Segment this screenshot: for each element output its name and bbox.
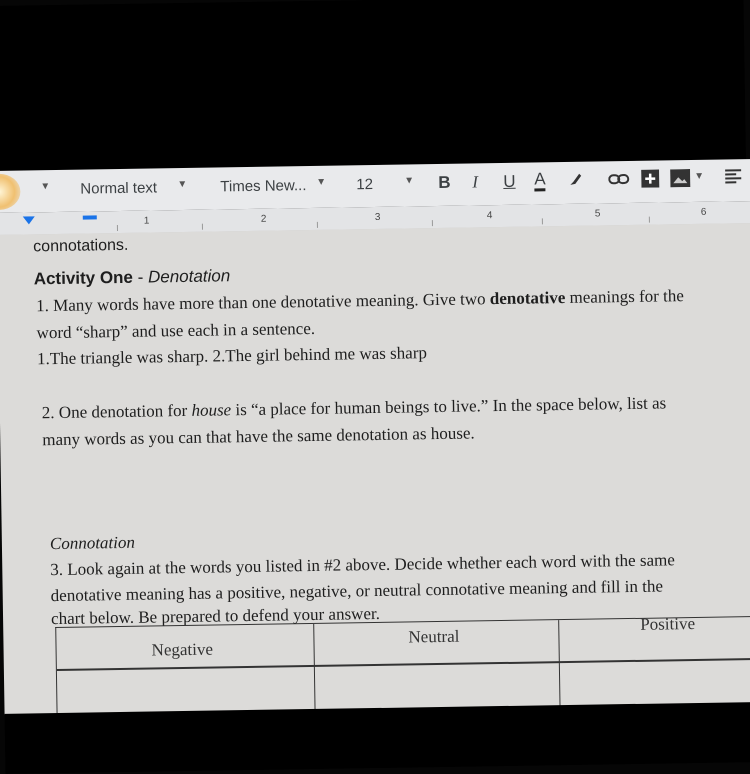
ruler-number: 5 bbox=[594, 208, 601, 220]
ruler-tick bbox=[202, 224, 203, 230]
table-header-negative: Negative bbox=[151, 639, 214, 660]
ruler-number: 3 bbox=[374, 211, 381, 223]
activity-heading-subtitle: Denotation bbox=[147, 266, 231, 287]
question-3-line-3: chart below. Be prepared to defend your answer. bbox=[50, 603, 381, 629]
ruler-tick bbox=[432, 220, 433, 226]
left-indent-marker-icon[interactable] bbox=[23, 216, 35, 224]
document-page[interactable] bbox=[0, 223, 750, 715]
text-line: connotations. bbox=[33, 236, 129, 256]
ruler-number: 2 bbox=[260, 213, 267, 225]
ruler-tick bbox=[542, 218, 543, 224]
underline-button[interactable]: U bbox=[503, 171, 516, 191]
question-1-line-2: word “sharp” and use each in a sentence. bbox=[36, 318, 316, 343]
question-2-line-2: many words as you can that have the same denotation as house. bbox=[42, 423, 475, 450]
insert-comment-icon[interactable] bbox=[641, 170, 659, 192]
link-icon[interactable] bbox=[608, 172, 630, 190]
ruler-tick bbox=[317, 222, 318, 228]
highlight-pen-icon[interactable] bbox=[568, 171, 584, 191]
activity-heading bbox=[34, 266, 231, 289]
ruler-tick bbox=[117, 225, 118, 231]
question-2-text-end: is “a place for human beings to live.” In the space below, list as bbox=[231, 393, 667, 420]
question-1-text-end: meanings for the bbox=[565, 286, 684, 307]
font-family-select[interactable]: Times New... bbox=[220, 177, 307, 196]
italic-button[interactable]: I bbox=[472, 172, 479, 192]
answer-1[interactable]: 1.The triangle was sharp. 2.The girl behind me was sharp bbox=[36, 343, 428, 369]
chevron-down-icon[interactable]: ▼ bbox=[40, 181, 51, 193]
chevron-down-icon[interactable]: ▼ bbox=[316, 176, 327, 188]
ruler-number: 1 bbox=[143, 215, 150, 227]
table-header-positive: Positive bbox=[640, 613, 696, 634]
connotation-heading: Connotation bbox=[49, 532, 136, 554]
monitor-bezel-bottom bbox=[5, 702, 750, 774]
question-2-text: 2. One denotation for bbox=[41, 400, 192, 423]
table-column bbox=[56, 624, 315, 718]
question-3-line-2: denotative meaning has a positive, negative, or neutral connotative meaning and fill in the bbox=[50, 576, 664, 606]
text-color-button[interactable]: A bbox=[534, 170, 546, 191]
question-3-line-1: 3. Look again at the words you listed in #2 above. Decide whether each word with the same bbox=[50, 550, 675, 580]
font-size-select[interactable]: 12 bbox=[356, 176, 374, 194]
bold-button[interactable]: B bbox=[438, 172, 451, 192]
question-2-italic: house bbox=[191, 400, 232, 420]
activity-heading-dash: - bbox=[132, 267, 149, 287]
insert-image-icon[interactable] bbox=[670, 169, 690, 191]
chevron-down-icon[interactable]: ▼ bbox=[404, 175, 415, 187]
monitor-bezel-top bbox=[0, 0, 746, 171]
ruler-tick bbox=[649, 217, 650, 223]
chevron-down-icon[interactable]: ▼ bbox=[694, 170, 705, 182]
question-1-bold: denotative bbox=[489, 287, 566, 309]
table-header-neutral: Neutral bbox=[408, 626, 460, 647]
first-line-indent-marker-icon[interactable] bbox=[83, 215, 97, 219]
question-1-text: 1. Many words have more than one denotative meaning. Give two bbox=[36, 289, 490, 316]
ruler-number: 4 bbox=[486, 210, 493, 222]
paragraph-style-select[interactable]: Normal text bbox=[80, 179, 158, 198]
question-2-line-1 bbox=[42, 393, 667, 423]
question-1-line-1 bbox=[36, 286, 684, 316]
align-icon[interactable] bbox=[724, 168, 742, 188]
activity-heading-title: Activity One bbox=[33, 267, 134, 289]
chevron-down-icon[interactable]: ▼ bbox=[177, 178, 188, 191]
ruler-number: 6 bbox=[700, 206, 707, 218]
